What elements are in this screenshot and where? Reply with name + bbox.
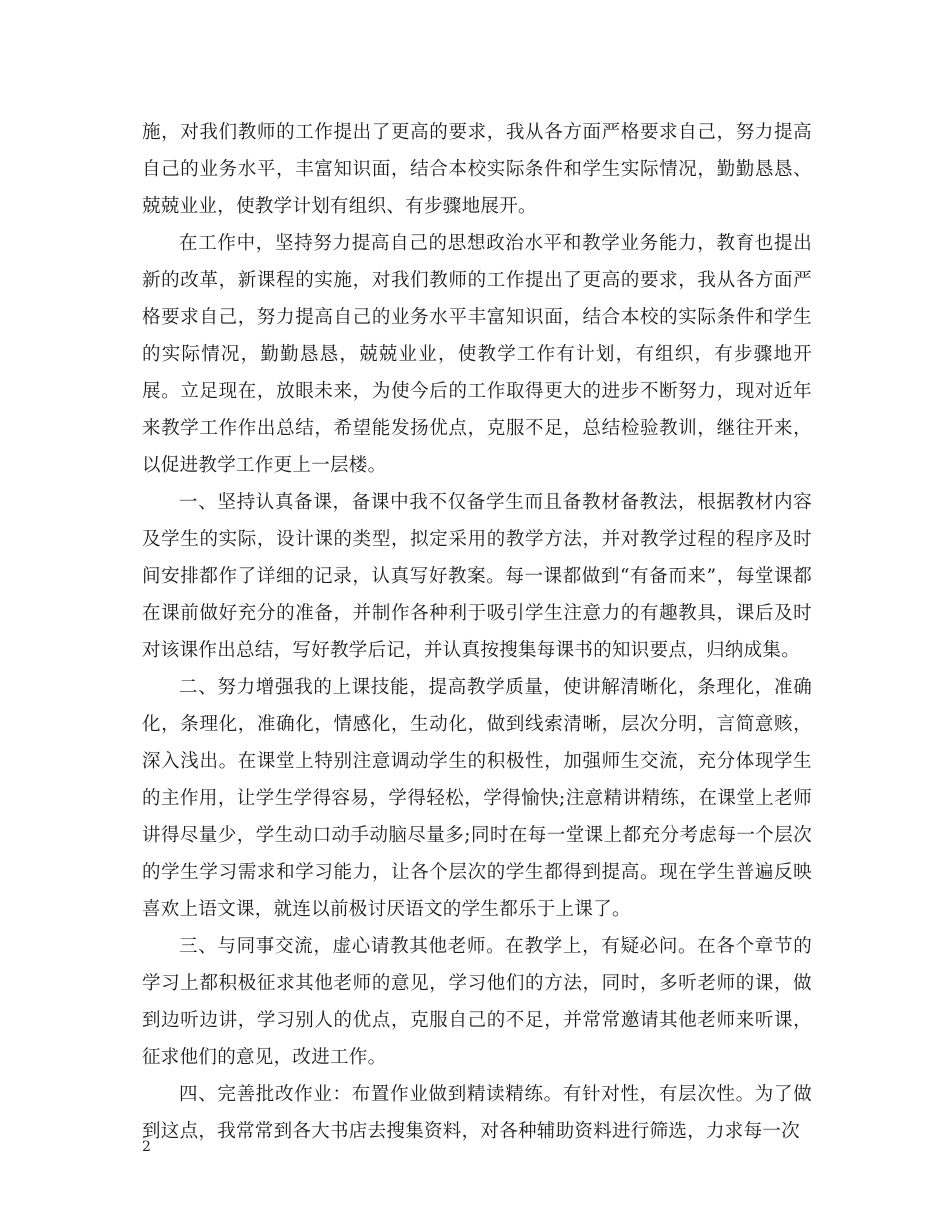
paragraph-work-overview: 在工作中，坚持努力提高自己的思想政治水平和教学业务能力，教育也提出新的改革，新课程的实施，对我们教师的工作提出了更高的要求，我从各方面严格要求自己，努力提高自己的业务水平丰富知识面，结合本校的实际条件和学生的实际情况，勤勤恳恳，兢兢业业，使教学工作有计划，有组织，有步骤地开展。立足现在，放眼未来，为使今后的工作取得更大的进步不断努力，现对近年来教学工作作出总结，希望能发扬优点，克服不足，总结检验教训，继往开来，以促进教学工作更上一层楼。 [142, 233, 812, 476]
paragraph-homework-grading: 四、完善批改作业：布置作业做到精读精练。有针对性，有层次性。为了做到这点，我常常到各大书店去搜集资料，对各种辅助资料进行筛选，力求每一次 [142, 1084, 812, 1142]
paragraph-continuation: 施，对我们教师的工作提出了更高的要求，我从各方面严格要求自己，努力提高自己的业务水平，丰富知识面，结合本校实际条件和学生实际情况，勤勤恳恳、兢兢业业，使教学计划有组织、有步骤地展开。 [142, 122, 812, 217]
page-number: 2 [142, 1139, 151, 1155]
paragraph-colleague-exchange: 三、与同事交流，虚心请教其他老师。在教学上，有疑必问。在各个章节的学习上都积极征求其他老师的意见，学习他们的方法，同时，多听老师的课，做到边听边讲，学习别人的优点，克服自己的不足，并常常邀请其他老师来听课，征求他们的意见，改进工作。 [142, 936, 812, 1068]
paragraph-teaching-skills: 二、努力增强我的上课技能，提高教学质量，使讲解清晰化，条理化，准确化，条理化，准确化，情感化，生动化，做到线索清晰，层次分明，言简意赅，深入浅出。在课堂上特别注意调动学生的积极性，加强师生交流，充分体现学生的主作用，让学生学得容易，学得轻松，学得愉快;注意精讲精练，在课堂上老师讲得尽量少，学生动口动手动脑尽量多;同时在每一堂课上都充分考虑每一个层次的学生学习需求和学习能力，让各个层次的学生都得到提高。现在学生普遍反映喜欢上语文课，就连以前极讨厌语文的学生都乐于上课了。 [142, 677, 812, 920]
document-body [142, 114, 812, 1150]
paragraph-lesson-preparation: 一、坚持认真备课，备课中我不仅备学生而且备教材备教法，根据教材内容及学生的实际，设计课的类型，拟定采用的教学方法，并对教学过程的程序及时间安排都作了详细的记录，认真写好教案。每一课都做到“有备而来”，每堂课都在课前做好充分的准备，并制作各种利于吸引学生注意力的有趣教具，课后及时对该课作出总结，写好教学后记，并认真按搜集每课书的知识要点，归纳成集。 [142, 492, 812, 661]
